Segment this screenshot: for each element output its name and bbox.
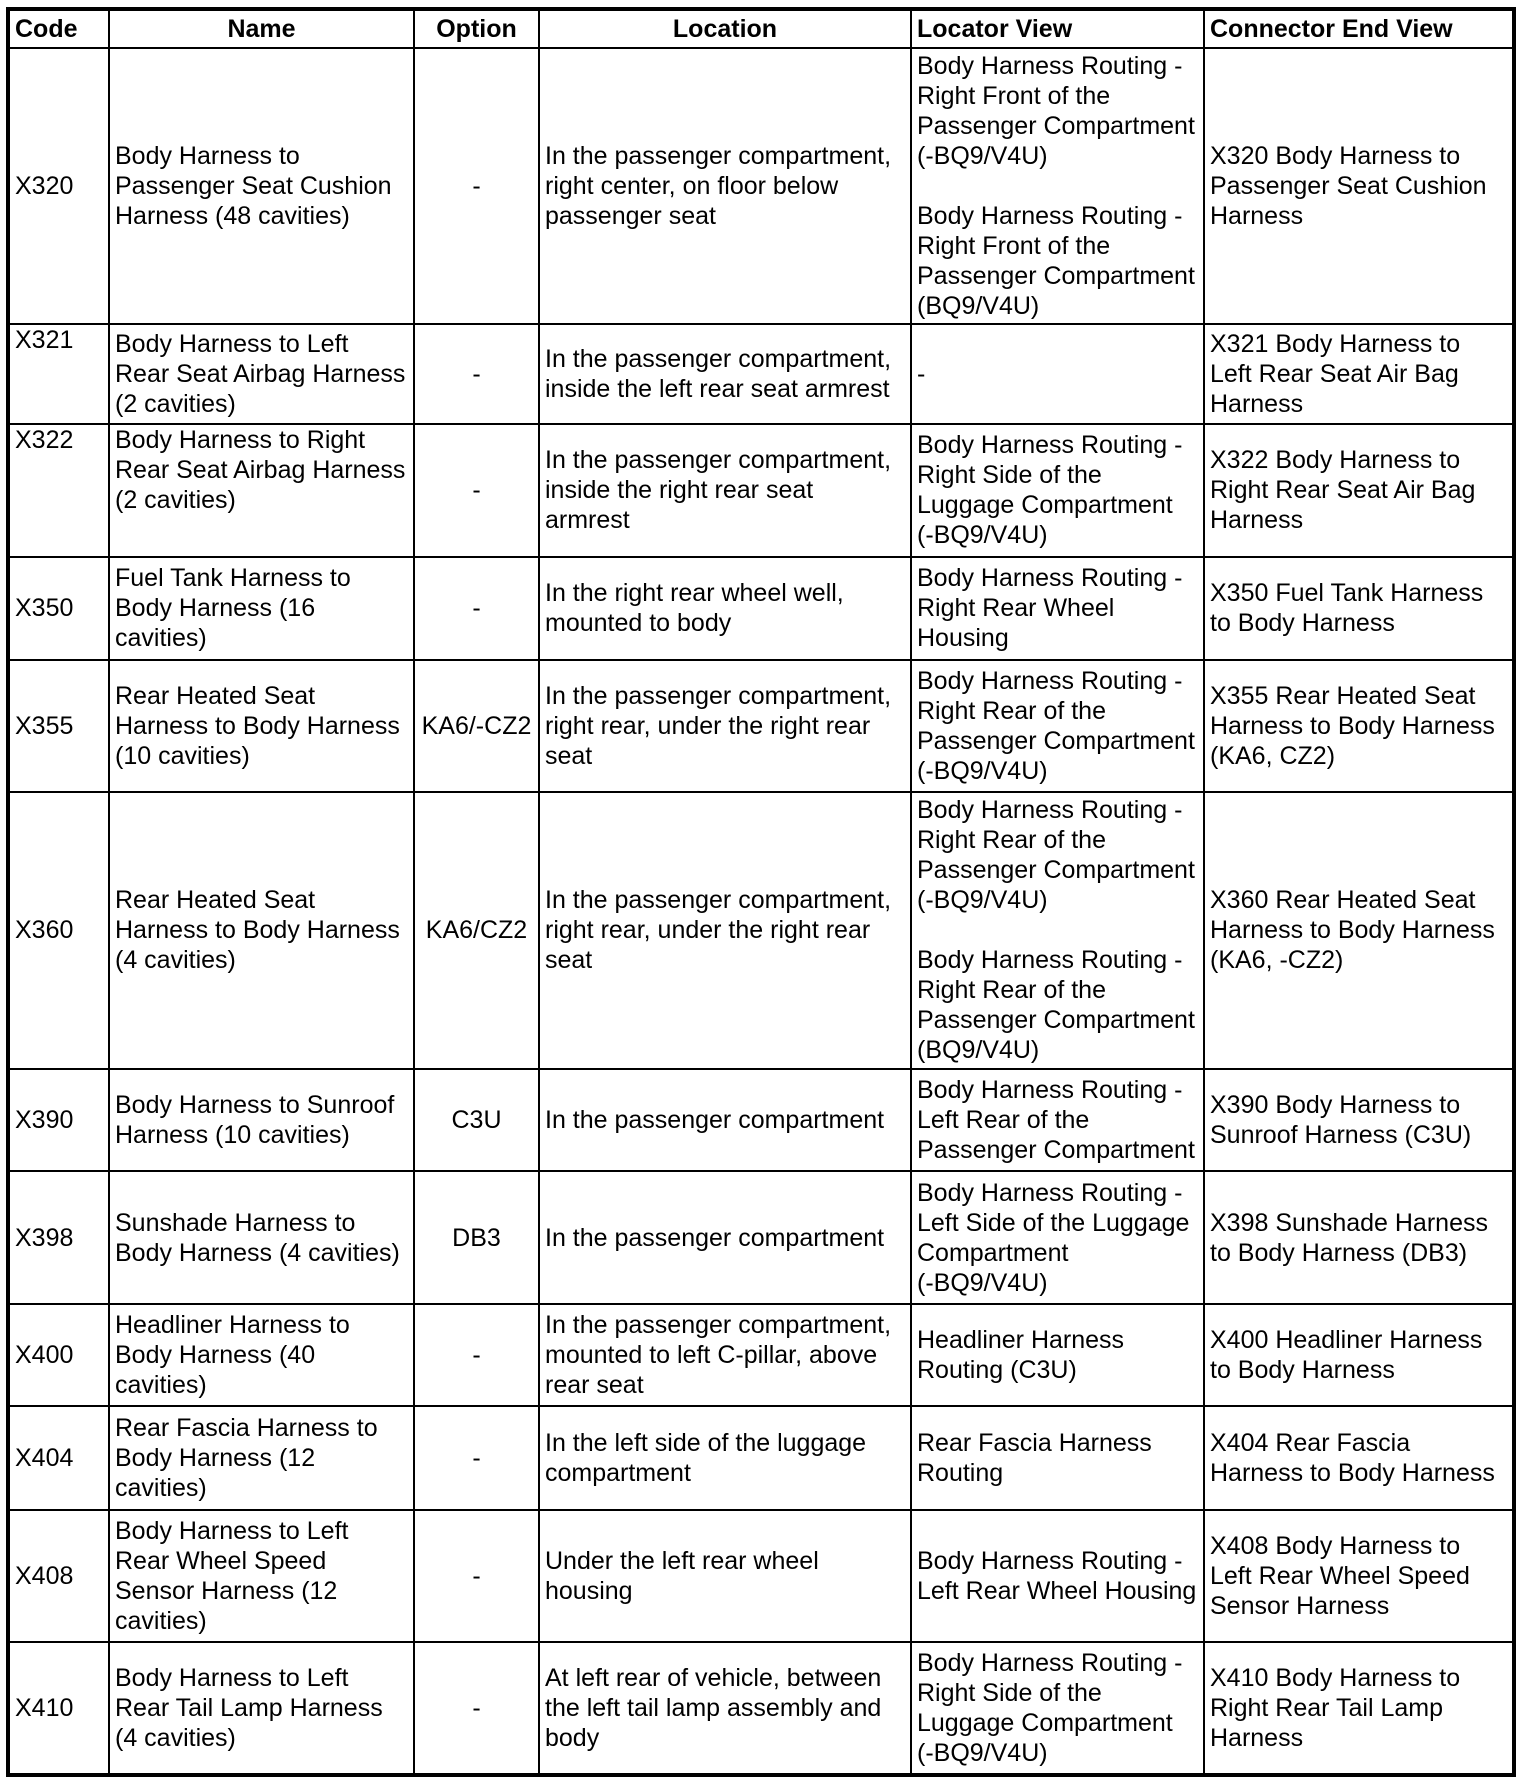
cell-location: In the right rear wheel well, mounted to body <box>539 557 911 660</box>
cell-name: Headliner Harness to Body Harness (40 cavities) <box>109 1304 414 1406</box>
cell-code: X398 <box>8 1171 109 1304</box>
cell-name: Rear Fascia Harness to Body Harness (12 cavities) <box>109 1406 414 1509</box>
cell-connector-end-view: X400 Headliner Harness to Body Harness <box>1204 1304 1514 1406</box>
table-row <box>8 660 1514 792</box>
cell-locator-view: Body Harness Routing - Left Side of the Luggage Compartment (-BQ9/V4U) <box>911 1171 1204 1304</box>
cell-locator-view: Body Harness Routing - Right Side of the Luggage Compartment (-BQ9/V4U) <box>911 424 1204 556</box>
cell-location: In the left side of the luggage compartment <box>539 1406 911 1509</box>
cell-option: - <box>414 1642 539 1775</box>
column-header-connector-end-view: Connector End View <box>1204 9 1514 48</box>
cell-locator-view: Body Harness Routing - Left Rear of the Passenger Compartment <box>911 1069 1204 1171</box>
cell-locator-view: Rear Fascia Harness Routing <box>911 1406 1204 1509</box>
cell-option: - <box>414 557 539 660</box>
cell-option: KA6/-CZ2 <box>414 660 539 792</box>
table-row <box>8 1642 1514 1775</box>
cell-locator-view: Body Harness Routing - Right Side of the Luggage Compartment (-BQ9/V4U) <box>911 1642 1204 1775</box>
cell-option: - <box>414 1510 539 1642</box>
cell-connector-end-view: X321 Body Harness to Left Rear Seat Air Bag Harness <box>1204 324 1514 424</box>
cell-locator-view: Body Harness Routing - Right Front of the Passenger Compartment (-BQ9/V4U) Body Harness Routing - Right Front of the Passenger Compartment (BQ9/V4U) <box>911 48 1204 324</box>
cell-name: Body Harness to Left Rear Tail Lamp Harness (4 cavities) <box>109 1642 414 1775</box>
column-header-code: Code <box>8 9 109 48</box>
cell-connector-end-view: X410 Body Harness to Right Rear Tail Lamp Harness <box>1204 1642 1514 1775</box>
table-row <box>8 48 1514 324</box>
column-header-locator-view: Locator View <box>911 9 1204 48</box>
column-header-option: Option <box>414 9 539 48</box>
table-row <box>8 1510 1514 1642</box>
cell-locator-view: - <box>911 324 1204 424</box>
cell-name: Rear Heated Seat Harness to Body Harness (4 cavities) <box>109 792 414 1069</box>
cell-locator-view: Body Harness Routing - Right Rear of the Passenger Compartment (-BQ9/V4U) Body Harness Routing - Right Rear of the Passenger Compartment (BQ9/V4U) <box>911 792 1204 1069</box>
cell-location: In the passenger compartment, mounted to left C-pillar, above rear seat <box>539 1304 911 1406</box>
connector-table <box>6 7 1516 1777</box>
cell-connector-end-view: X408 Body Harness to Left Rear Wheel Speed Sensor Harness <box>1204 1510 1514 1642</box>
cell-connector-end-view: X398 Sunshade Harness to Body Harness (DB3) <box>1204 1171 1514 1304</box>
table-row <box>8 424 1514 556</box>
cell-location: In the passenger compartment, right center, on floor below passenger seat <box>539 48 911 324</box>
cell-locator-view: Headliner Harness Routing (C3U) <box>911 1304 1204 1406</box>
cell-connector-end-view: X355 Rear Heated Seat Harness to Body Harness (KA6, CZ2) <box>1204 660 1514 792</box>
cell-code: X404 <box>8 1406 109 1509</box>
cell-name: Body Harness to Left Rear Seat Airbag Harness (2 cavities) <box>109 324 414 424</box>
cell-location: At left rear of vehicle, between the left tail lamp assembly and body <box>539 1642 911 1775</box>
cell-option: DB3 <box>414 1171 539 1304</box>
column-header-name: Name <box>109 9 414 48</box>
cell-name: Body Harness to Right Rear Seat Airbag Harness (2 cavities) <box>109 424 414 556</box>
table-row <box>8 557 1514 660</box>
cell-option: - <box>414 424 539 556</box>
cell-location: In the passenger compartment <box>539 1171 911 1304</box>
cell-name: Body Harness to Passenger Seat Cushion Harness (48 cavities) <box>109 48 414 324</box>
header-row <box>8 9 1514 48</box>
cell-code: X350 <box>8 557 109 660</box>
table-row <box>8 1171 1514 1304</box>
cell-code: X360 <box>8 792 109 1069</box>
cell-option: KA6/CZ2 <box>414 792 539 1069</box>
cell-option: - <box>414 1304 539 1406</box>
cell-location: In the passenger compartment, right rear, under the right rear seat <box>539 660 911 792</box>
cell-code: X320 <box>8 48 109 324</box>
cell-locator-view: Body Harness Routing - Right Rear of the Passenger Compartment (-BQ9/V4U) <box>911 660 1204 792</box>
table-row <box>8 1304 1514 1406</box>
cell-location: In the passenger compartment, inside the left rear seat armrest <box>539 324 911 424</box>
cell-connector-end-view: X360 Rear Heated Seat Harness to Body Harness (KA6, -CZ2) <box>1204 792 1514 1069</box>
cell-option: - <box>414 1406 539 1509</box>
cell-locator-view: Body Harness Routing - Left Rear Wheel Housing <box>911 1510 1204 1642</box>
cell-name: Body Harness to Sunroof Harness (10 cavities) <box>109 1069 414 1171</box>
cell-name: Rear Heated Seat Harness to Body Harness (10 cavities) <box>109 660 414 792</box>
cell-code: X321 <box>8 324 109 424</box>
cell-name: Sunshade Harness to Body Harness (4 cavities) <box>109 1171 414 1304</box>
table-row <box>8 1406 1514 1509</box>
cell-option: - <box>414 48 539 324</box>
cell-code: X408 <box>8 1510 109 1642</box>
cell-connector-end-view: X320 Body Harness to Passenger Seat Cushion Harness <box>1204 48 1514 324</box>
cell-option: C3U <box>414 1069 539 1171</box>
cell-location: In the passenger compartment <box>539 1069 911 1171</box>
cell-code: X390 <box>8 1069 109 1171</box>
table-row <box>8 1069 1514 1171</box>
cell-connector-end-view: X322 Body Harness to Right Rear Seat Air Bag Harness <box>1204 424 1514 556</box>
cell-connector-end-view: X390 Body Harness to Sunroof Harness (C3U) <box>1204 1069 1514 1171</box>
cell-code: X322 <box>8 424 109 556</box>
cell-locator-view: Body Harness Routing - Right Rear Wheel Housing <box>911 557 1204 660</box>
table-row <box>8 324 1514 424</box>
cell-name: Fuel Tank Harness to Body Harness (16 cavities) <box>109 557 414 660</box>
cell-connector-end-view: X350 Fuel Tank Harness to Body Harness <box>1204 557 1514 660</box>
cell-location: In the passenger compartment, inside the right rear seat armrest <box>539 424 911 556</box>
cell-code: X355 <box>8 660 109 792</box>
cell-code: X410 <box>8 1642 109 1775</box>
cell-name: Body Harness to Left Rear Wheel Speed Sensor Harness (12 cavities) <box>109 1510 414 1642</box>
cell-location: In the passenger compartment, right rear, under the right rear seat <box>539 792 911 1069</box>
column-header-location: Location <box>539 9 911 48</box>
cell-code: X400 <box>8 1304 109 1406</box>
table-row <box>8 792 1514 1069</box>
cell-connector-end-view: X404 Rear Fascia Harness to Body Harness <box>1204 1406 1514 1509</box>
cell-option: - <box>414 324 539 424</box>
cell-location: Under the left rear wheel housing <box>539 1510 911 1642</box>
